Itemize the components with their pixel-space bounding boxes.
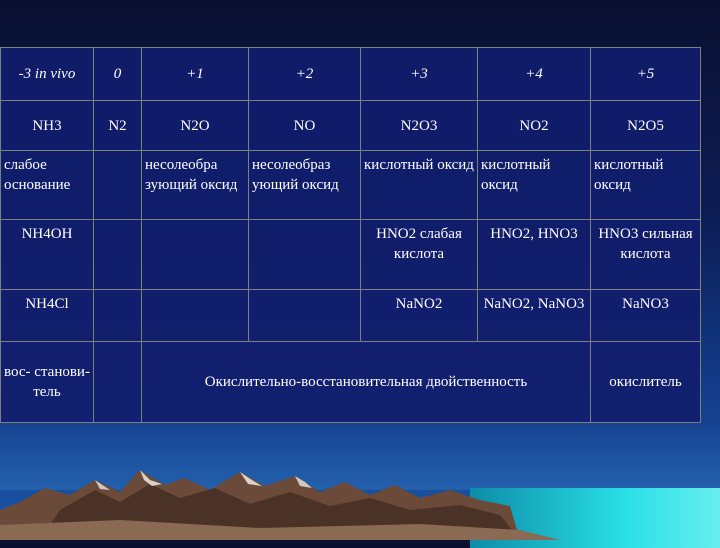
redox-row	[1, 342, 701, 423]
empty-cell	[94, 342, 142, 423]
acid-cell: HNO2, HNO3	[478, 220, 591, 290]
salt-cell: NaNO2	[361, 290, 478, 342]
oxide-type-cell: кислотный оксид	[361, 151, 478, 220]
salt-cell: NH4Cl	[1, 290, 94, 342]
mountain-landscape	[0, 440, 720, 540]
empty-cell	[94, 220, 142, 290]
oxidation-cell: -3 in vivo	[1, 48, 94, 101]
empty-cell	[94, 151, 142, 220]
oxidation-cell: +1	[142, 48, 249, 101]
empty-cell	[249, 290, 361, 342]
oxide-type-cell: несолеобра зующий оксид	[142, 151, 249, 220]
oxide-type-cell: слабое основание	[1, 151, 94, 220]
acid-cell: HNO2 слабая кислота	[361, 220, 478, 290]
oxide-type-row	[1, 151, 701, 220]
redox-duality-cell: Окислительно-восстановительная двойственность	[142, 342, 591, 423]
formula-row	[1, 101, 701, 151]
oxide-type-cell: кислотный оксид	[478, 151, 591, 220]
salt-cell: NaNO2, NaNO3	[478, 290, 591, 342]
formula-cell: N2	[94, 101, 142, 151]
formula-cell: N2O5	[591, 101, 701, 151]
acid-row	[1, 220, 701, 290]
oxidation-cell: +3	[361, 48, 478, 101]
redox-cell: вос- станови- тель	[1, 342, 94, 423]
acid-cell: NH4OH	[1, 220, 94, 290]
empty-cell	[142, 220, 249, 290]
formula-cell: NO2	[478, 101, 591, 151]
nitrogen-oxidation-table	[0, 47, 701, 423]
oxidation-cell: +5	[591, 48, 701, 101]
formula-cell: N2O	[142, 101, 249, 151]
acid-cell: HNO3 сильная кислота	[591, 220, 701, 290]
oxide-type-cell: несолеобраз ующий оксид	[249, 151, 361, 220]
redox-cell: окислитель	[591, 342, 701, 423]
oxidation-cell: +2	[249, 48, 361, 101]
empty-cell	[142, 290, 249, 342]
oxidation-cell: 0	[94, 48, 142, 101]
oxidation-state-row	[1, 48, 701, 101]
formula-cell: NO	[249, 101, 361, 151]
salt-cell: NaNO3	[591, 290, 701, 342]
salt-row	[1, 290, 701, 342]
empty-cell	[249, 220, 361, 290]
formula-cell: N2O3	[361, 101, 478, 151]
oxide-type-cell: кислотный оксид	[591, 151, 701, 220]
formula-cell: NH3	[1, 101, 94, 151]
oxidation-cell: +4	[478, 48, 591, 101]
empty-cell	[94, 290, 142, 342]
